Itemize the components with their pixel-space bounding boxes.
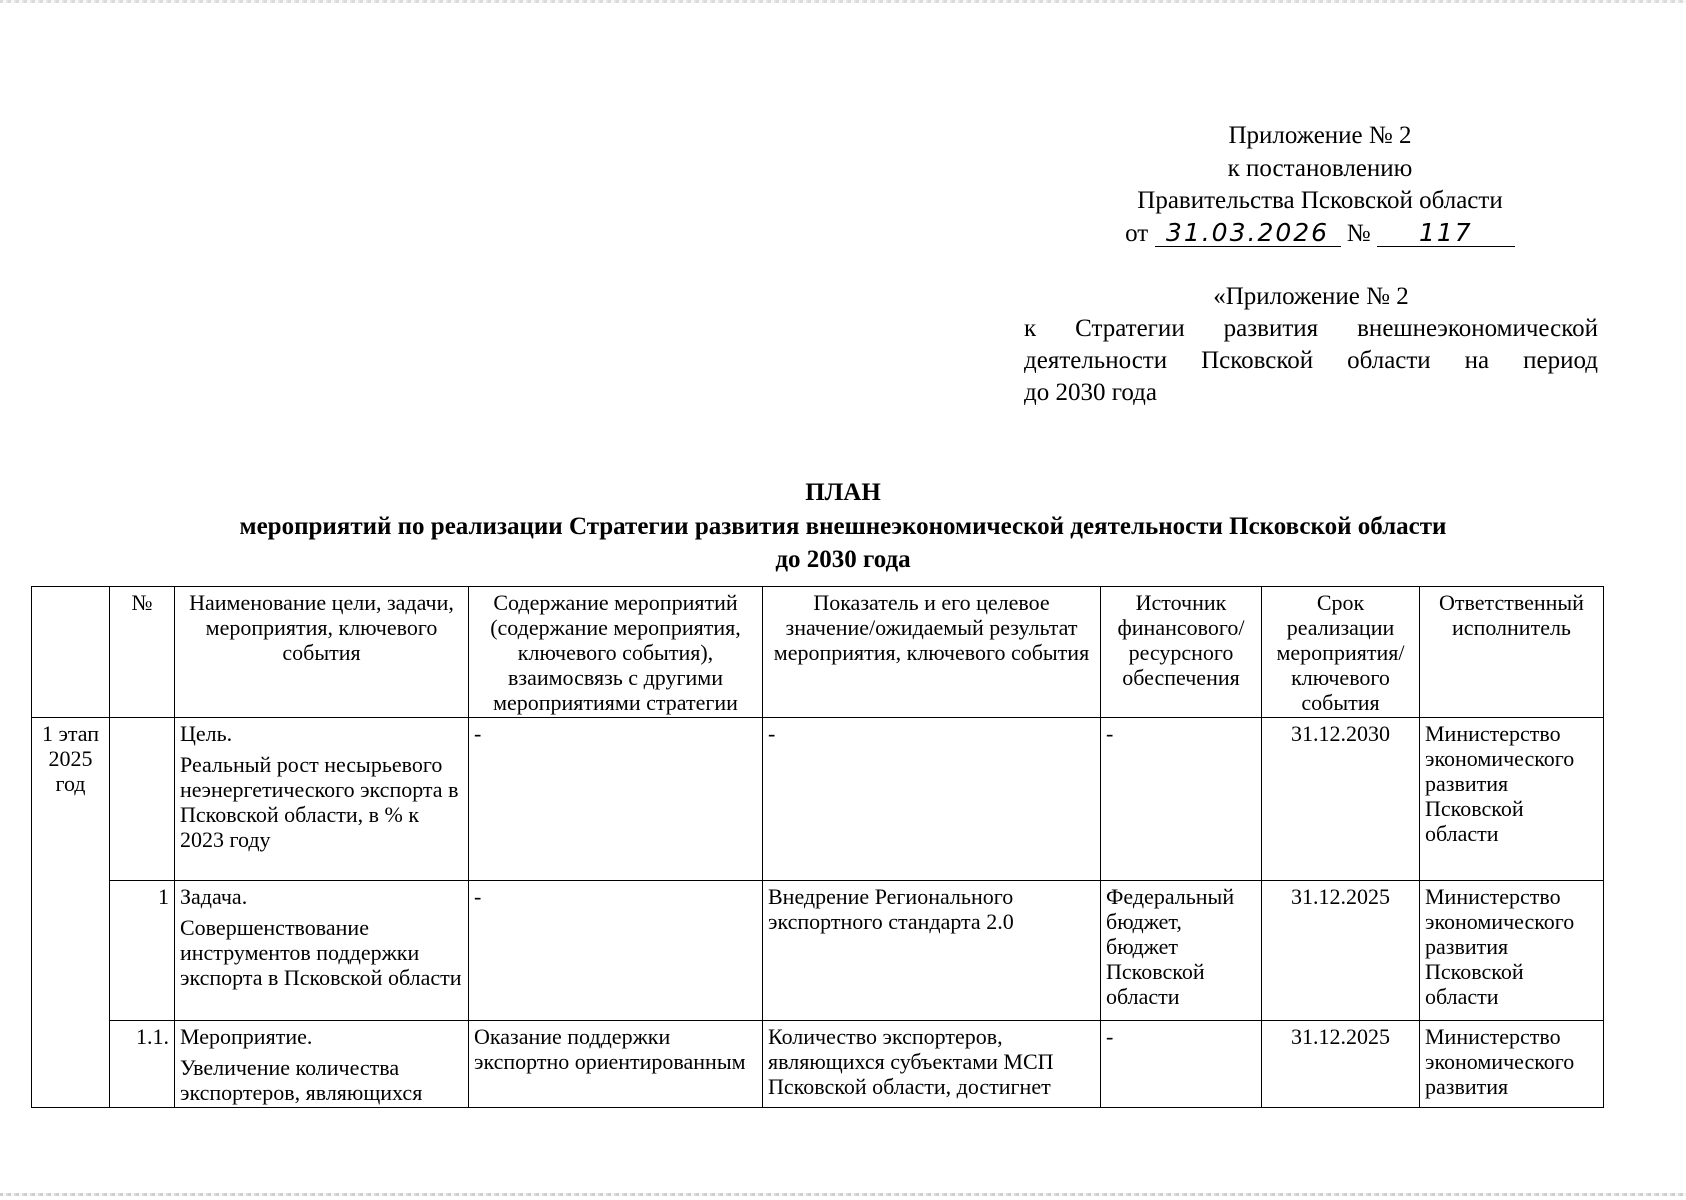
table-header-row	[32, 587, 1604, 718]
row-name-text: Увеличение количества экспортеров, являющихся	[180, 1055, 423, 1105]
row-deadline: 31.12.2025	[1262, 881, 1420, 1021]
strategy-annex-line1: «Приложение № 2	[1213, 283, 1409, 310]
header-stage	[32, 587, 110, 718]
header-deadline: Срок реализации мероприятия/ ключевого события	[1262, 587, 1420, 718]
row-deadline: 31.12.2025	[1262, 1021, 1420, 1108]
stage-line2: 2025	[48, 746, 93, 771]
row-name	[175, 881, 469, 1021]
table-row	[32, 881, 1604, 1021]
row-indicator: Внедрение Регионального экспортного стандарта 2.0	[763, 881, 1101, 1021]
annex-header	[1060, 120, 1580, 250]
annex-header-line1: Приложение № 2	[1228, 122, 1412, 149]
strategy-annex	[1024, 281, 1598, 409]
plan-subtitle-line2: до 2030 года	[775, 546, 911, 573]
plan-title: ПЛАН	[805, 479, 881, 506]
row-source: -	[1101, 1021, 1262, 1108]
header-content: Содержание мероприятий (содержание мероприятия, ключевого события), взаимосвязь с другими мероприятиями стратегии	[469, 587, 763, 718]
row-name-type: Мероприятие.	[180, 1024, 313, 1049]
row-responsible: Министерство экономического развития Псковской области	[1420, 718, 1604, 881]
row-name	[175, 718, 469, 881]
row-responsible: Министерство экономического развития Псковской области	[1420, 881, 1604, 1021]
stage-cell	[32, 718, 110, 1108]
row-responsible: Министерство экономического развития	[1420, 1021, 1604, 1108]
row-source: Федеральный бюджет, бюджет Псковской области	[1101, 881, 1262, 1021]
row-num: 1	[110, 881, 175, 1021]
row-indicator: -	[763, 718, 1101, 881]
row-name-text: Совершенствование инструментов поддержки экспорта в Псковской области	[180, 915, 462, 990]
scan-top-edge	[0, 0, 1686, 3]
strategy-annex-line2: к Стратегии развития внешнеэкономической	[1024, 315, 1598, 342]
annex-header-line2: к постановлению	[1227, 154, 1413, 182]
row-name-text: Реальный рост несырьевого неэнергетического экспорта в Псковской области, в % к 2023 году	[180, 752, 459, 852]
row-content: Оказание поддержки экспортно ориентированным	[469, 1021, 763, 1108]
row-source: -	[1101, 718, 1262, 881]
row-content: -	[469, 881, 763, 1021]
table-row	[32, 1021, 1604, 1108]
row-num	[110, 718, 175, 881]
header-num: №	[110, 587, 175, 718]
strategy-annex-line4: до 2030 года	[1024, 379, 1157, 406]
stage-line1: 1 этап	[41, 721, 100, 746]
row-name	[175, 1021, 469, 1108]
header-indicator: Показатель и его целевое значение/ожидаемый результат мероприятия, ключевого события	[763, 587, 1101, 718]
strategy-annex-line3: деятельности Псковской области на период	[1024, 347, 1598, 374]
annex-header-line3: Правительства Псковской области	[1137, 187, 1503, 214]
header-responsible: Ответственный исполнитель	[1420, 587, 1604, 718]
date-number-line	[1060, 218, 1580, 251]
row-name-type: Цель.	[180, 721, 233, 746]
number-prefix: №	[1346, 219, 1371, 247]
row-name-type: Задача.	[180, 884, 248, 909]
row-content: -	[469, 718, 763, 881]
plan-subtitle-line1: мероприятий по реализации Стратегии развития внешнеэкономической деятельности Псковской области	[239, 513, 1447, 540]
row-indicator: Количество экспортеров, являющихся субъектами МСП Псковской области, достигнет	[763, 1021, 1101, 1108]
row-deadline: 31.12.2030	[1262, 718, 1420, 881]
row-num: 1.1.	[110, 1021, 175, 1108]
header-source: Источник финансового/ ресурсного обеспечения	[1101, 587, 1262, 718]
header-name: Наименование цели, задачи, мероприятия, ключевого события	[175, 587, 469, 718]
stage-line3: год	[55, 771, 86, 796]
date-prefix: от	[1125, 219, 1149, 247]
plan-table	[31, 586, 1604, 1108]
table-row	[32, 718, 1604, 881]
handwritten-number: 117	[1377, 220, 1515, 247]
handwritten-date: 31.03.2026	[1155, 220, 1341, 247]
scan-bottom-edge	[0, 1193, 1686, 1196]
